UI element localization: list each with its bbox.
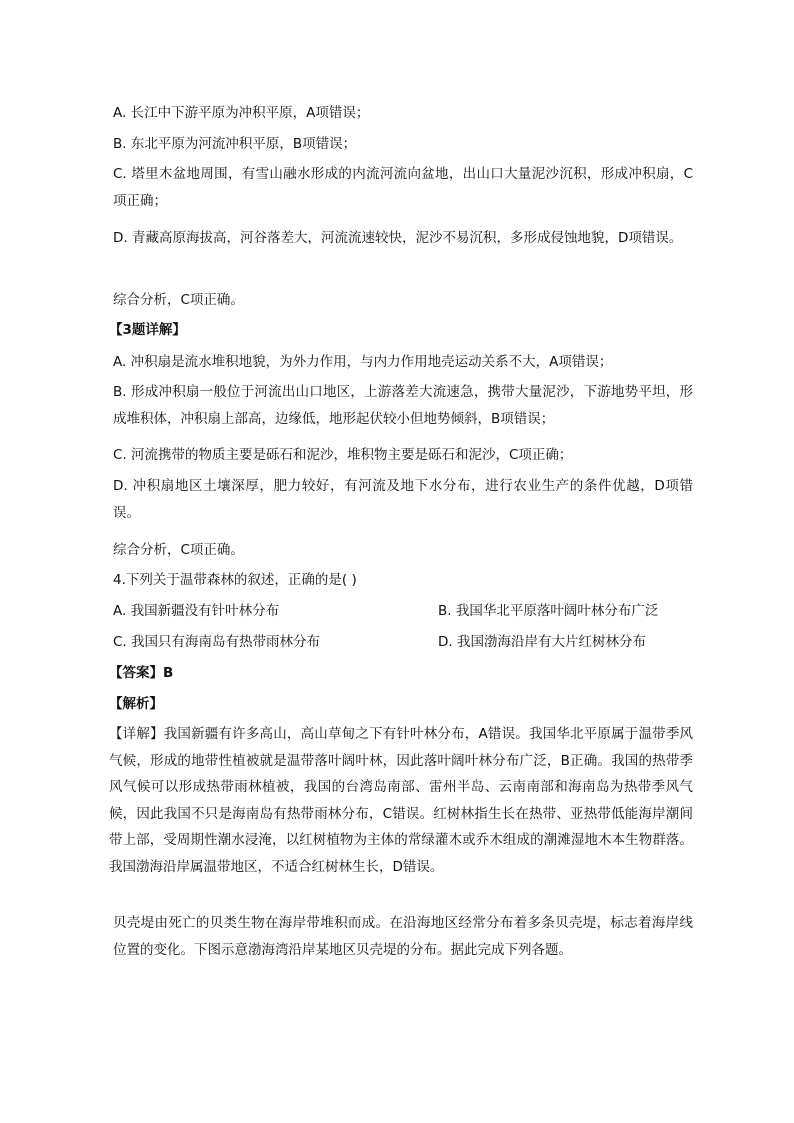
q2-option-d-explanation: D. 青藏高原海拔高，河谷落差大，河流流速较快，泥沙不易沉积，多形成侵蚀地貌，D项错误。 [113,230,683,246]
q4-option-a: A. 我国新疆没有针叶林分布 [113,603,280,619]
q3-option-a-explanation: A. 冲积扇是流水堆积地貌，为外力作用，与内力作用地壳运动关系不大，A项错误； [113,354,613,370]
q3-option-c-explanation: C. 河流携带的物质主要是砾石和泥沙，堆积物主要是砾石和泥沙，C项正确； [113,447,573,463]
q3-detail-heading: 【3题详解】 [109,322,186,338]
q4-option-d: D. 我国渤海沿岸有大片红树林分布 [438,634,646,650]
shell-ridge-passage: 贝壳堤由死亡的贝类生物在海岸带堆积而成。在沿海地区经常分布着多条贝壳堤，标志着海岸线位置的变化。下图示意渤海湾沿岸某地区贝壳堤的分布。据此完成下列各题。 [113,915,693,958]
q4-option-b: B. 我国华北平原落叶阔叶林分布广泛 [438,603,659,619]
q4-option-c: C. 我国只有海南岛有热带雨林分布 [113,634,321,650]
q3-option-d-explanation: D. 冲积扇地区土壤深厚，肥力较好，有河流及地下水分布，进行农业生产的条件优越，D项错误。 [113,478,693,521]
q2-option-b-explanation: B. 东北平原为河流冲积平原，B项错误； [113,136,357,152]
q3-summary: 综合分析，C项正确。 [113,542,244,558]
q2-option-a-explanation: A. 长江中下游平原为冲积平原，A项错误； [113,105,370,121]
q4-question-stem: 4.下列关于温带森林的叙述，正确的是( ) [113,572,357,588]
q3-option-b-explanation: B. 形成冲积扇一般位于河流出山口地区，上游落差大流速急，携带大量泥沙，下游地势平坦，形成堆积体，冲积扇上部高，边缘低，地形起伏较小但地势倾斜，B项错误； [113,384,693,427]
q4-answer: 【答案】B [109,665,174,681]
q4-detailed-explanation: 【详解】我国新疆有许多高山，高山草甸之下有针叶林分布，A错误。我国华北平原属于温带季风气候，形成的地带性植被就是温带落叶阔叶林，因此落叶阔叶林分布广泛，B正确。我国的热带季风气候可以形成热带雨林植被，我国的台湾岛南部、雷州半岛、云南南部和海南岛为热带季风气候，因此我国不只是海南岛有热带雨林分布，C错误。红树林指生长在热带、亚热带低能海岸潮间带上部，受周期性潮水浸淹，以红树植物为主体的常绿灌木或乔木组成的潮滩湿地木本生物群落。我国渤海沿岸属温带地区，不适合红树林生长，D错误。 [109,726,693,875]
q2-option-c-explanation: C. 塔里木盆地周围，有雪山融水形成的内流河流向盆地，出山口大量泥沙沉积，形成冲积扇，C项正确； [113,166,693,209]
q4-analysis-heading: 【解析】 [109,696,163,712]
q2-summary: 综合分析，C项正确。 [113,292,244,308]
